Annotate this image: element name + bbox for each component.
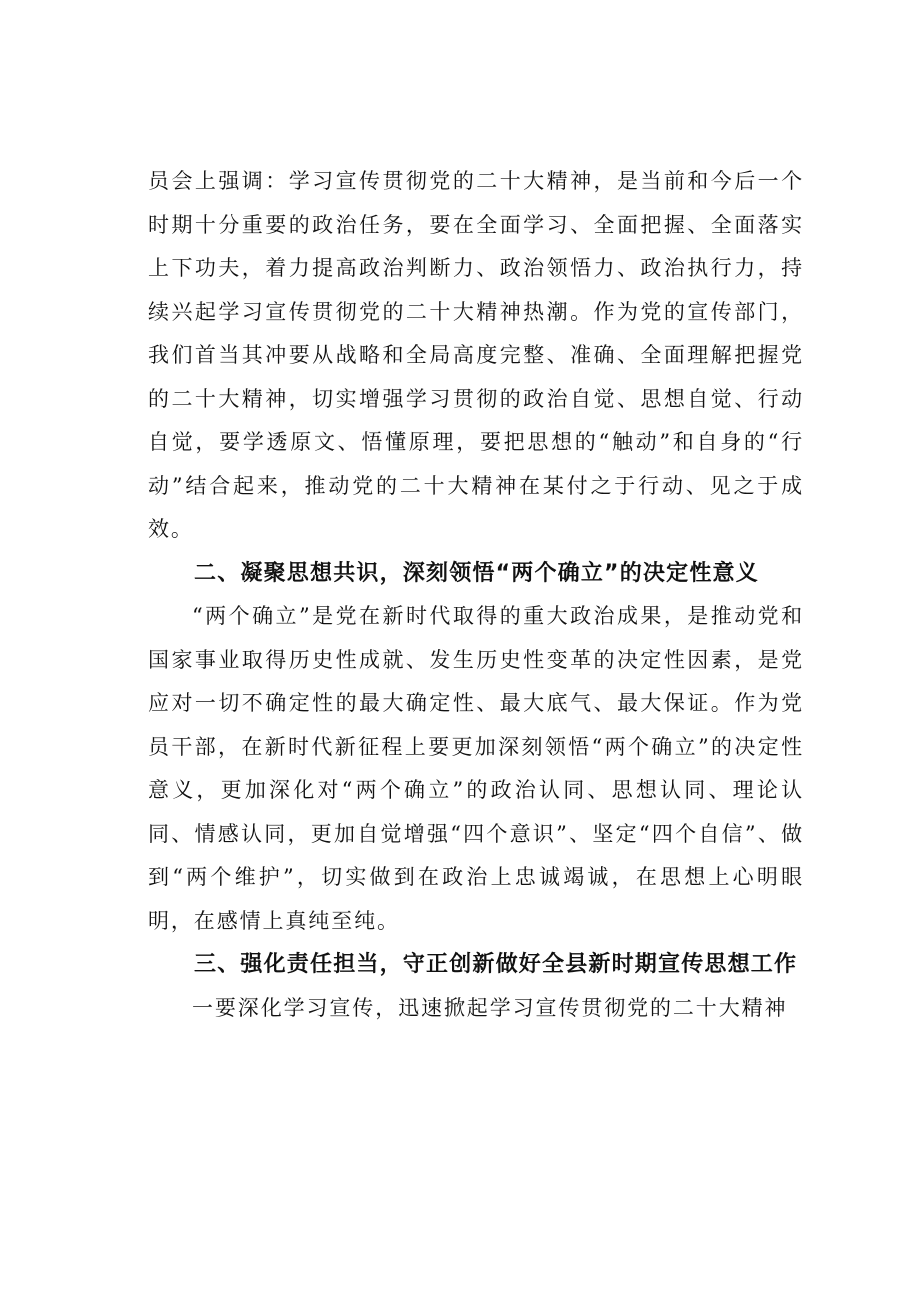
document-body <box>148 160 804 1030</box>
section-heading-2: 二、凝聚思想共识，深刻领悟“两个确立”的决定性意义 <box>194 560 759 586</box>
paragraph-study-publicity: 一要深化学习宣传，迅速掀起学习宣传贯彻党的二十大精神 <box>192 995 788 1020</box>
paragraph-continued: 员会上强调：学习宣传贯彻党的二十大精神，是当前和今后一个时期十分重要的政治任务，要在全面学习、全面把握、全面落实上下功夫，着力提高政治判断力、政治领悟力、政治执行力，持续兴起学习宣传贯彻党的二十大精神热潮。作为党的宣传部门，我们首当其冲要从战略和全局高度完整、准确、全面理解把握党的二十大精神，切实增强学习贯彻的政治自觉、思想自觉、行动自觉，要学透原文、悟懂原理，要把思想的“触动”和自身的“行动”结合起来，推动党的二十大精神在某付之于行动、见之于成效。 <box>148 169 804 541</box>
section-heading-3: 三、强化责任担当，守正创新做好全县新时期宣传思想工作 <box>194 952 798 977</box>
paragraph-two-establishments: “两个确立”是党在新时代取得的重大政治成果，是推动党和国家事业取得历史性成就、发生历史性变革的决定性因素，是党应对一切不确定性的最大确定性、最大底气、最大保证。作为党员干部，在新时代新征程上要更加深刻领悟“两个确立”的决定性意义，更加深化对“两个确立”的政治认同、思想认同、理论认同、情感认同，更加自觉增强“四个意识”、坚定“四个自信”、做到“两个维护”，切实做到在政治上忠诚竭诚，在思想上心明眼明，在感情上真纯至纯。 <box>148 604 804 933</box>
